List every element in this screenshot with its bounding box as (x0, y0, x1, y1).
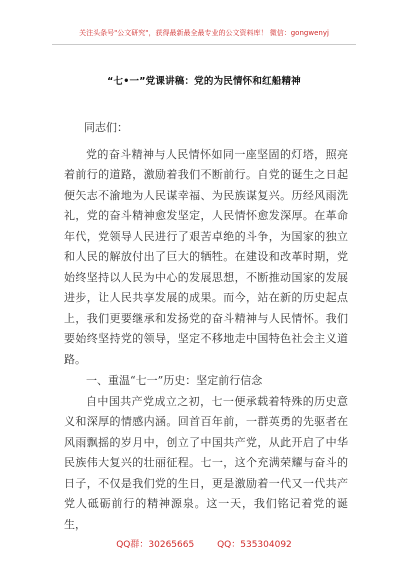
document-body (64, 118, 348, 535)
footer-qq: QQ：535304092 (217, 540, 292, 550)
body-paragraph: 党的奋斗精神与人民情怀如同一座坚固的灯塔，照亮着前行的道路，激励着我们不断前行。自党的诞生之日起便矢志不渝地为人民谋幸福、为民族谋复兴。历经风雨洗礼，党的奋斗精神愈发坚定，人民情怀愈发深厚。在革命年代，党领导人民进行了艰苦卓绝的斗争，为国家的独立和人民的解放付出了巨大的牺牲。在建设和改革时期，党始终坚持以人民为中心的发展思想，不断推动国家的发展进步，让人民共享发展的成果。而今，站在新的历史起点上，我们更要继承和发扬党的奋斗精神与人民情怀。我们要始终坚持党的领导，坚定不移地走中国特色社会主义道路。 (64, 147, 348, 366)
footer (0, 537, 408, 550)
section-heading: 一、重温“七一”历史：坚定前行信念 (86, 374, 263, 387)
section-paragraph: 自中国共产党成立之初，七一便承载着特殊的历史意义和深厚的情感内涵。回首百年前，一群英勇的先驱者在风雨飘摇的岁月中，创立了中国共产党，从此开启了中华民族伟大复兴的壮丽征程。七一，这个充满荣耀与奋斗的日子，不仅是我们党的生日，更是激励着一代又一代共产党人砥砺前行的精神源泉。这一天，我们铭记着党的诞生， (64, 394, 348, 531)
salutation: 同志们： (84, 121, 128, 134)
header-banner: 关注头条号"公文研究"，获得最新最全最专业的公文资料库！ 微信：gongwenyj (79, 29, 329, 37)
footer-qq-group: QQ群：30265665 (116, 540, 195, 550)
document-title: “七•一”党课讲稿：党的为民情怀和红船精神 (107, 76, 301, 87)
header-divider (52, 44, 356, 45)
